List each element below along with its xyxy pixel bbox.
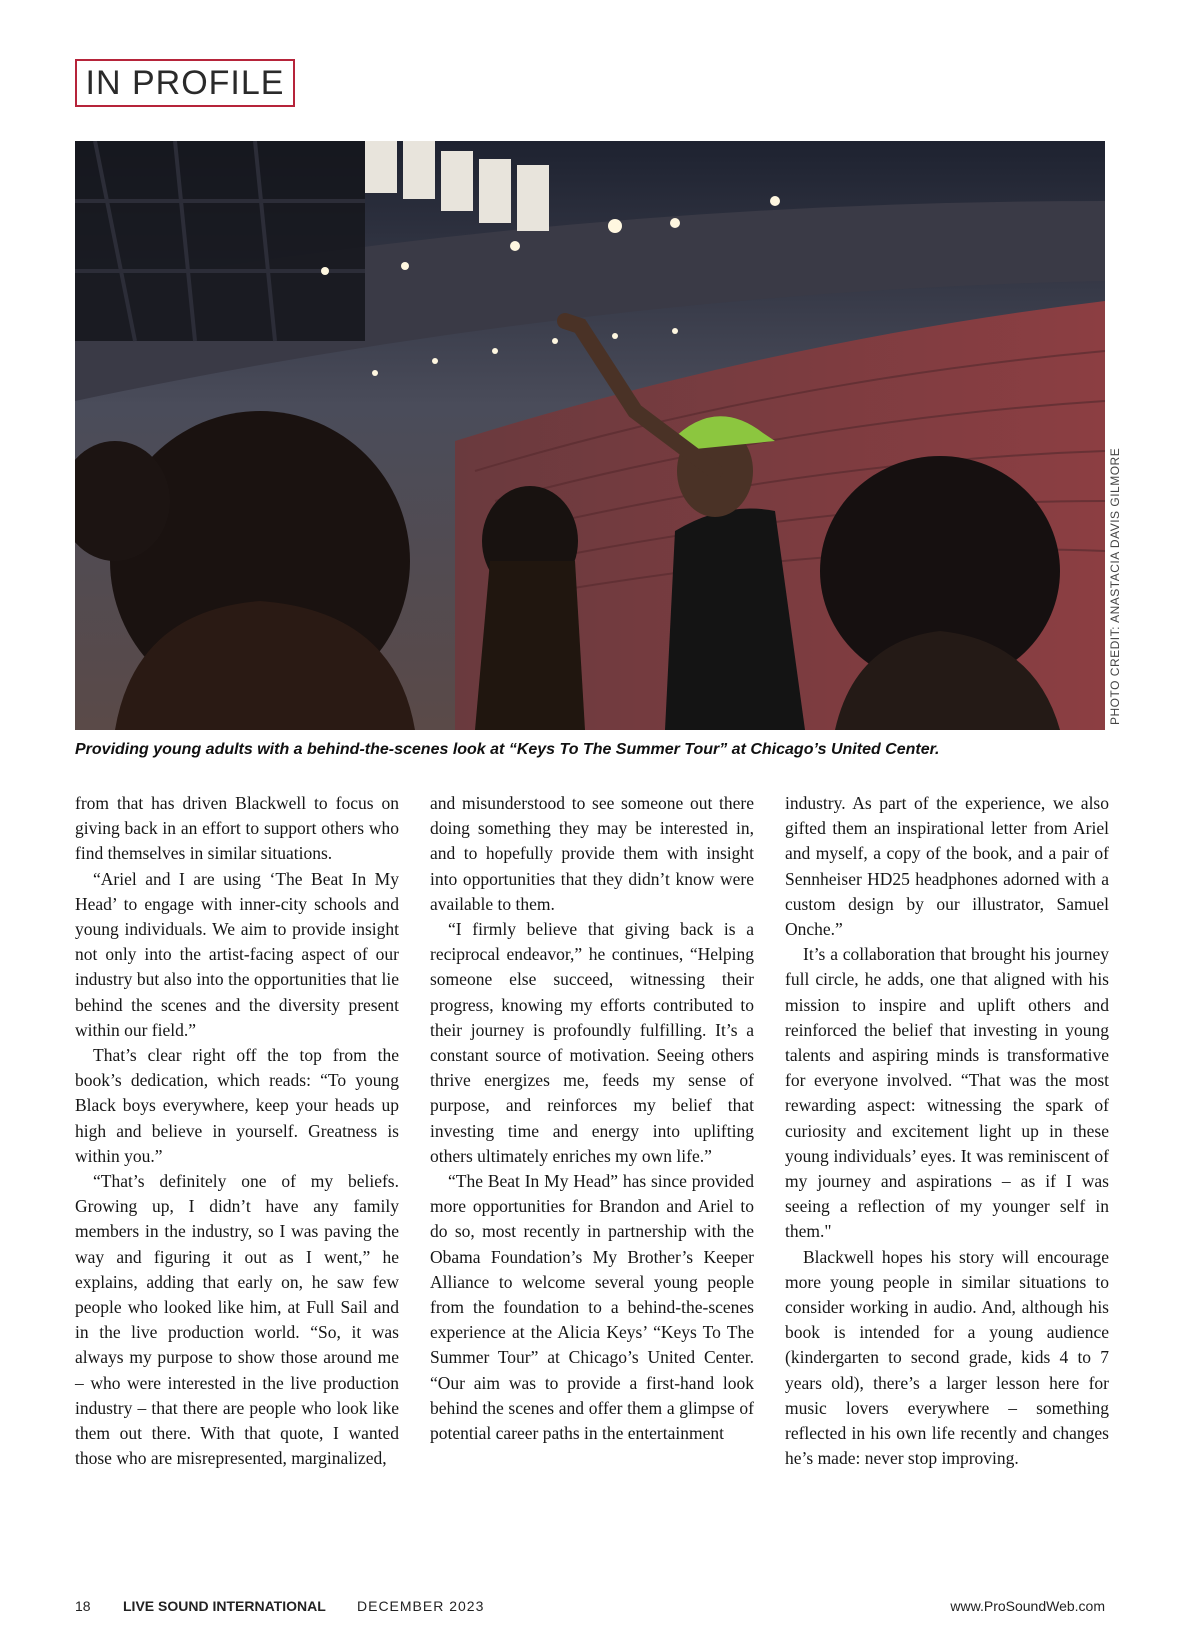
section-label: IN PROFILE — [75, 59, 295, 107]
page-number: 18 — [75, 1598, 91, 1614]
arena-photo — [75, 141, 1105, 730]
website-link[interactable]: www.ProSoundWeb.com — [950, 1598, 1105, 1614]
paragraph: That’s clear right off the top from the book’s dedication, which reads: “To young Black boys everywhere, keep your heads up high and believe in yourself. Greatness is within you.” — [75, 1045, 399, 1166]
photo-credit: PHOTO CREDIT: ANASTACIA DAVIS GILMORE — [1108, 447, 1122, 725]
photo-caption: Providing young adults with a behind-the-scenes look at “Keys To The Summer Tour” at Chicago’s United Center. — [75, 741, 940, 758]
page-footer — [75, 1598, 1105, 1620]
paragraph: It’s a collaboration that brought his journey full circle, he adds, one that aligned with his mission to inspire and uplift others and reinforced the belief that investing in young talents and aspiring minds is transformative for everyone involved. “That was the most rewarding aspect: witnessing the spark of curiosity and excitement light up in these young individuals’ eyes. It was reminiscent of my journey and aspirations – as if I was seeing a reflection of my younger self in them." — [785, 944, 1109, 1242]
publication-name: LIVE SOUND INTERNATIONAL — [123, 1598, 326, 1614]
paragraph: “That’s definitely one of my beliefs. Growing up, I didn’t have any family members in the industry, so I was paving the way and figuring it out as I went,” he explains, adding that early on, he saw few people who looked like him, at Full Sail and in the live production world. “So, it was always my purpose to show those around me – who were interested in the live production industry – that there are people who look like them out there. With that quote, I wanted those who are misrepresented, marginalized, — [75, 1171, 399, 1469]
article-column-3 — [785, 791, 1109, 1531]
issue-date: DECEMBER 2023 — [357, 1598, 485, 1614]
paragraph: Blackwell hopes his story will encourage more young people in similar situations to consider working in audio. And, although his book is intended for a young audience (kindergarten to second grade, kids 4 to 7 years old), there’s a larger lesson here for music lovers everywhere – something reflected in his own life recently and changes he’s made: never stop improving. — [785, 1246, 1109, 1469]
article-column-1 — [75, 791, 399, 1531]
paragraph: from that has driven Blackwell to focus on giving back in an effort to support others who find themselves in similar situations. — [75, 793, 399, 864]
article-column-2 — [430, 791, 754, 1531]
paragraph: “Ariel and I are using ‘The Beat In My Head’ to engage with inner-city schools and young individuals. We aim to provide insight not only into the artist-facing aspect of our industry but also into the opportunities that lie behind the scenes and the diversity present within our field.” — [75, 868, 399, 1040]
paragraph: and misunderstood to see someone out there doing something they may be interested in, and to hopefully provide them with insight into opportunities that they didn’t know were available to them. — [430, 793, 754, 914]
paragraph: “I firmly believe that giving back is a reciprocal endeavor,” he continues, “Helping someone else succeed, witnessing their progress, knowing my efforts contributed to their journey is profoundly fulfilling. It’s a constant source of motivation. Seeing others thrive energizes me, feeds my sense of purpose, and reinforces my belief that investing time and energy into uplifting others ultimately enriches my own life.” — [430, 919, 754, 1166]
paragraph: “The Beat In My Head” has since provided more opportunities for Brandon and Ariel to do so, most recently in partnership with the Obama Foundation’s My Brother’s Keeper Alliance to welcome several young people from the foundation to a behind-the-scenes experience at the Alicia Keys’ “Keys To The Summer Tour” at Chicago’s United Center. “Our aim was to provide a first-hand look behind the scenes and offer them a glimpse of potential career paths in the entertainment — [430, 1171, 754, 1444]
paragraph: industry. As part of the experience, we also gifted them an inspirational letter from Ariel and myself, a copy of the book, and a pair of Sennheiser HD25 headphones adorned with a custom design by our illustrator, Samuel Onche.” — [785, 793, 1109, 940]
